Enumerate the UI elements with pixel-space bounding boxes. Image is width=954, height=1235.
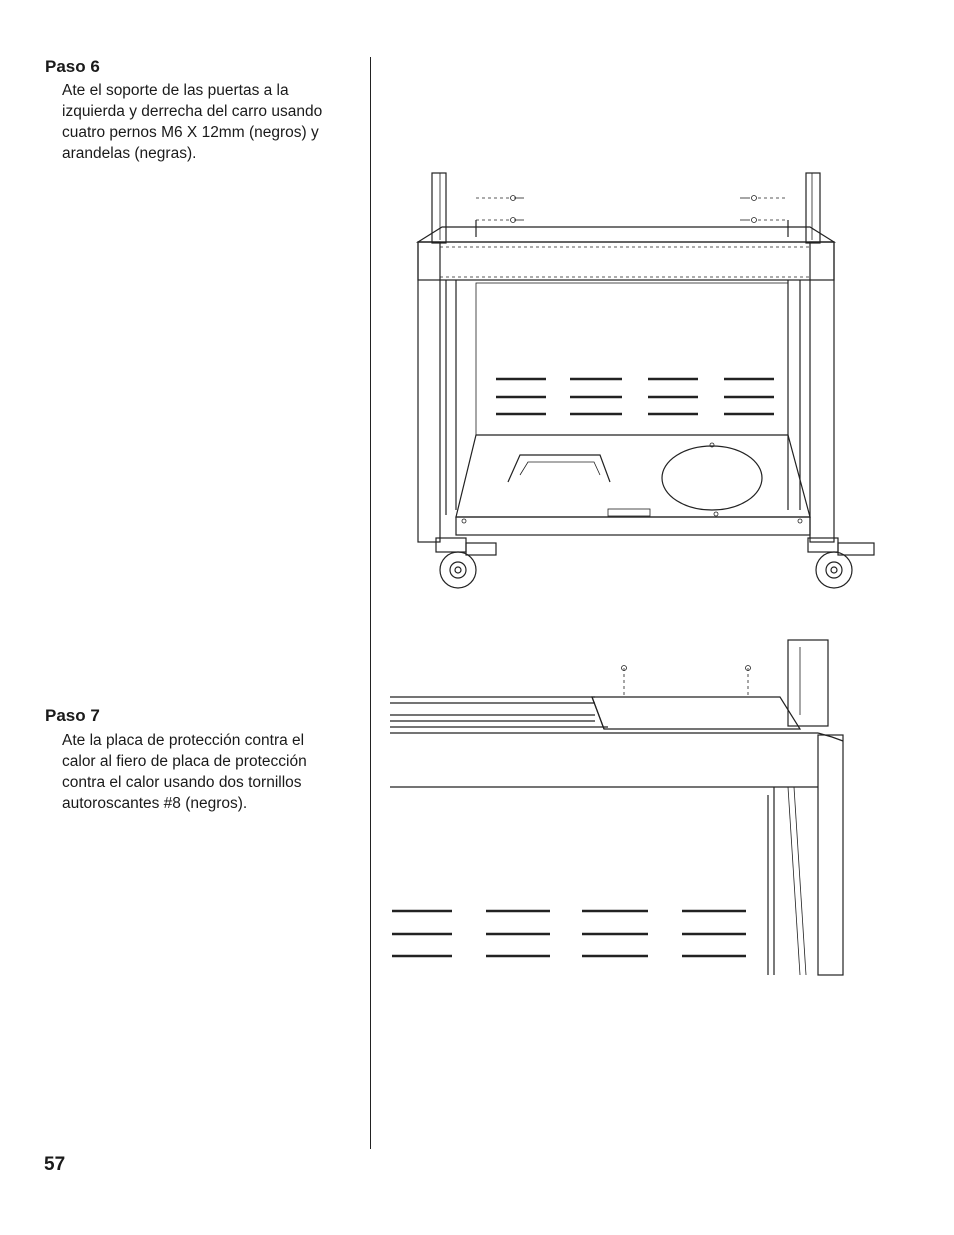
page-number: 57	[44, 1154, 66, 1175]
step-6-title: Paso 6	[45, 57, 100, 76]
column-divider	[370, 57, 371, 1149]
step-7-title: Paso 7	[45, 706, 100, 725]
step-6-text: Ate el soporte de las puertas a la izquierda y derrecha del carro usando cuatro pernos M6 X 12mm (negros) y arandelas (negras).	[62, 82, 323, 162]
step-6-cart-illustration	[410, 165, 890, 595]
step-7-heat-shield-illustration	[390, 635, 850, 980]
step-7-text: Ate la placa de protección contra el calor al fiero de placa de protección contra el calor usando dos tornillos autoroscantes #8 (negros).	[62, 732, 307, 812]
